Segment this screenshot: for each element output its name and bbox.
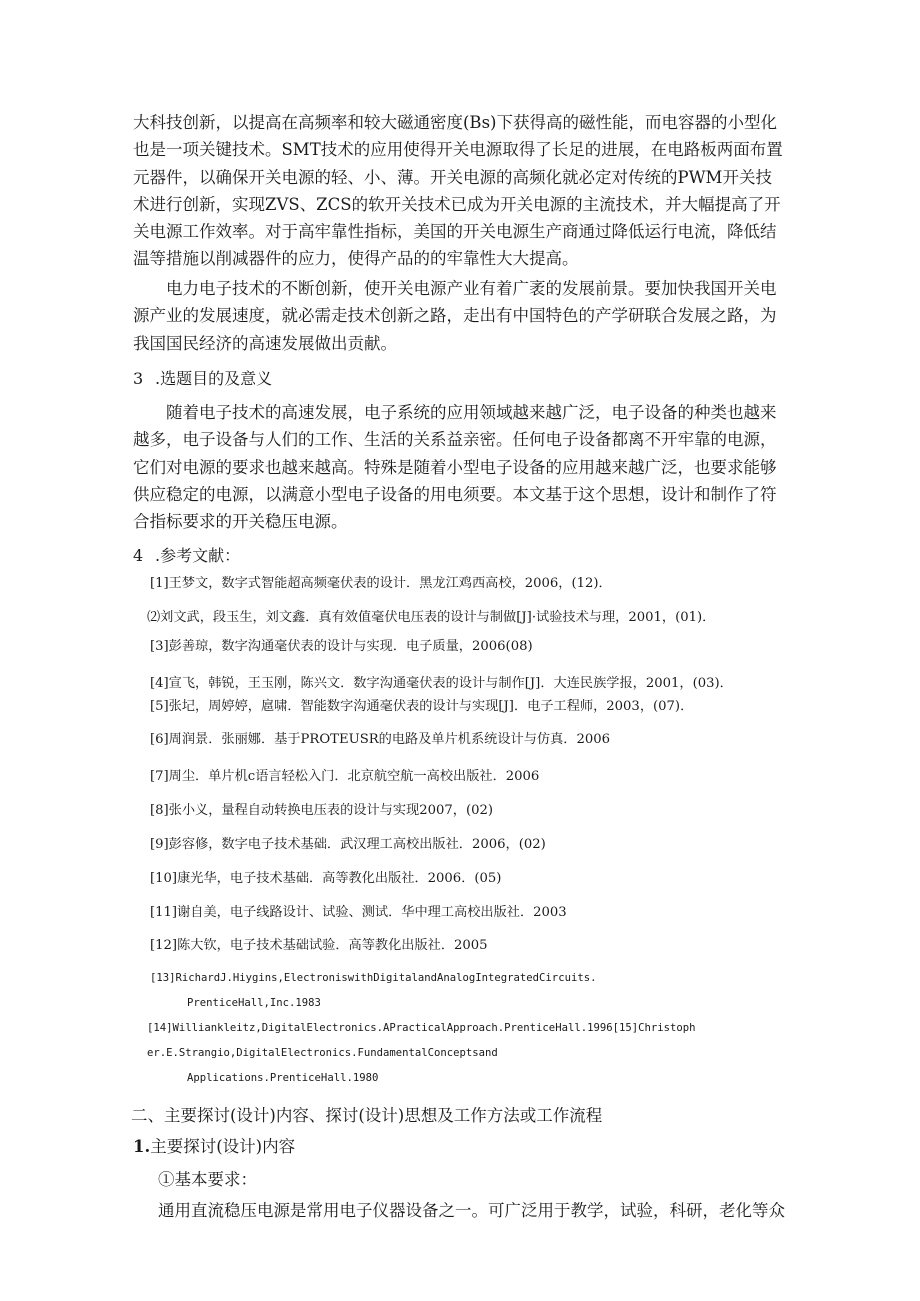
text-line: 也是一项关键技术。SMT技术的应用使得开关电源取得了长足的进展，在电路板两面布置 <box>133 140 783 160</box>
reference-item: ⑵刘文武，段玉生，刘文鑫．真有效值毫伏电压表的设计与制做[J]·试验技术与理，2001，(01)． <box>147 610 716 625</box>
reference-item: [6]周润景．张丽娜．基于PROTEUSR的电路及单片机系统设计与仿真．2006 <box>150 732 611 747</box>
section-3-heading <box>133 366 272 389</box>
reference-item: [7]周尘．单片机c语言轻松入门．北京航空航一高校出版社．2006 <box>150 769 540 784</box>
text-line: 术进行创新，实现ZVS、ZCS的软开关技术已成为开关电源的主流技术，并大幅提高了开 <box>133 194 781 214</box>
text-line: 温等措施以削减器件的应力，使得产品的的牢靠性大大提高。 <box>133 249 579 269</box>
reference-item: [4]宣飞，韩锐，王玉刚，陈兴文．数字沟通毫伏表的设计与制作[J]．大连民族学报，2001，(03)． <box>150 676 733 691</box>
text-line: 越多，电子设备与人们的工作、生活的关系益亲密。任何电子设备都离不开牢靠的电源， <box>133 430 777 450</box>
section-title: .参考文献： <box>155 546 241 565</box>
reference-item: [10]康光华，电子技术基础．高等教化出版社．2006．(05) <box>150 871 502 886</box>
section-number: 4 <box>133 546 144 565</box>
subsection-title: 主要探讨(设计)内容 <box>150 1137 296 1156</box>
reference-item: [9]彭容修，数字电子技术基础．武汉理工高校出版社．2006，(02) <box>150 837 546 852</box>
section-number: 3 <box>133 369 144 388</box>
section-4-heading <box>133 543 240 566</box>
subsection-number: 1. <box>133 1137 151 1156</box>
reference-item: [11]谢自美，电子线路设计、试验、测试．华中理工高校出版社．2003 <box>150 905 567 920</box>
text-line: 我国国民经济的高速发展做出贡献。 <box>133 333 397 353</box>
requirement-item: ①基本要求： <box>158 1170 257 1189</box>
reference-item: [13]RichardJ.Hiygins,ElectroniswithDigitalandAnalogIntegratedCircuits. <box>150 972 597 984</box>
part-2-heading: 二、主要探讨(设计)内容、探讨(设计)思想及工作方法或工作流程 <box>131 1106 603 1125</box>
text-line: 合指标要求的开关稳压电源。 <box>133 512 348 532</box>
reference-item: [1]王梦文，数字式智能超高频毫伏表的设计．黑龙江鸡西高校，2006，(12)． <box>150 576 612 591</box>
reference-item: [3]彭善琼，数字沟通毫伏表的设计与实现．电子质量，2006(08) <box>150 639 533 654</box>
reference-item-continued: PrenticeHall,Inc.1983 <box>187 997 321 1009</box>
text-line: 供应稳定的电源，以满意小型电子设备的用电须要。本文基于这个思想，设计和制作了符 <box>133 484 777 504</box>
intro-paragraph <box>133 109 793 273</box>
text-line: 元器件，以确保开关电源的轻、小、薄。开关电源的高频化就必定对传统的PWM开关技 <box>133 167 772 187</box>
reference-item-continued: er.E.Strangio,DigitalElectronics.FundamentalConceptsand <box>147 1047 498 1059</box>
reference-item: [5]张圮，周婷婷，扈啸．智能数字沟通毫伏表的设计与实现[J]．电子工程师，2003，(07)． <box>150 699 694 714</box>
outlook-paragraph <box>133 275 793 357</box>
text-line: 大科技创新，以提高在高频率和较大磁通密度(Bs)下获得高的磁性能，而电容器的小型化 <box>133 113 777 132</box>
reference-item: [14]Williankleitz,DigitalElectronics.APracticalApproach.PrenticeHall.1996[15]Christoph <box>147 1022 696 1034</box>
section-title: .选题目的及意义 <box>155 369 273 388</box>
text-line: 电力电子技术的不断创新，使开关电源产业有着广袤的发展前景。要加快我国开关电 <box>166 279 777 298</box>
reference-item-continued: Applications.PrenticeHall.1980 <box>187 1072 379 1084</box>
text-line: 通用直流稳压电源是常用电子仪器设备之一。可广泛用于教学，试验，科研，老化等众 <box>158 1201 785 1220</box>
subsection-heading <box>133 1133 295 1157</box>
english-references <box>147 966 696 1091</box>
text-line: 源产业的发展速度，就必需走技术创新之路，走出有中国特色的产学研联合发展之路，为 <box>133 306 777 326</box>
reference-item: [8]张小义，量程自动转换电压表的设计与实现2007，(02) <box>150 803 494 818</box>
section-3-paragraph <box>133 399 793 535</box>
text-line: 关电源工作效率。对于高牢靠性指标，美国的开关电源生产商通过降低运行电流，降低结 <box>133 222 777 242</box>
text-line: 它们对电源的要求也越来越高。特殊是随着小型电子设备的应用越来越广泛，也要求能够 <box>133 457 777 477</box>
reference-item: [12]陈大钦，电子技术基础试验．高等教化出版社．2005 <box>150 938 488 953</box>
text-line: 随着电子技术的高速发展，电子系统的应用领域越来越广泛，电子设备的种类也越来 <box>166 403 777 422</box>
